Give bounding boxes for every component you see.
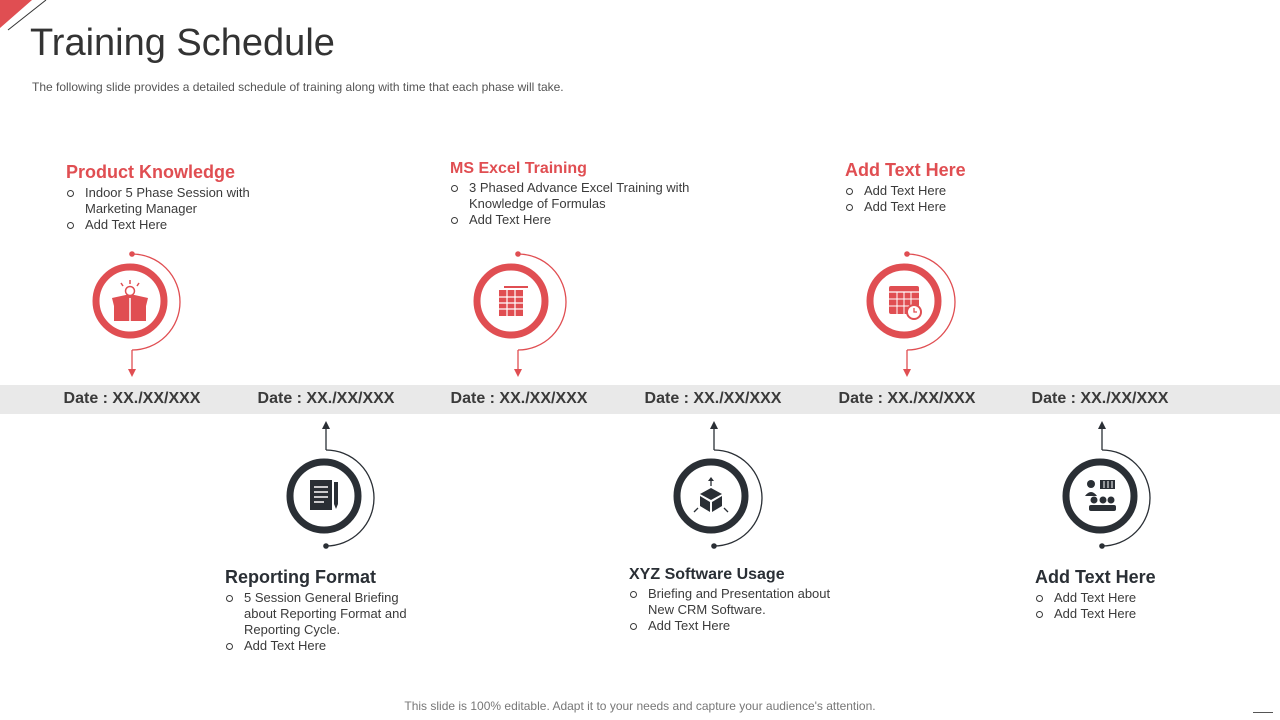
page-title: Training Schedule	[30, 22, 335, 64]
phase-title: Add Text Here	[1035, 567, 1156, 587]
phase-block	[629, 566, 849, 634]
bullet-item: Add Text Here	[845, 199, 1045, 215]
bullet-item: 3 Phased Advance Excel Training with Knowledge of Formulas	[450, 180, 690, 212]
page-subtitle: The following slide provides a detailed schedule of training along with time that each phase will take.	[32, 80, 564, 94]
phase-bullets	[629, 586, 849, 634]
timeline-node-top	[78, 246, 198, 380]
bullet-item: Add Text Here	[1035, 606, 1235, 622]
date-label: Date : XX./XX/XXX	[1031, 390, 1169, 407]
phase-bullets	[450, 180, 690, 228]
date-label: Date : XX./XX/XXX	[838, 390, 976, 407]
phase-bullets	[66, 185, 281, 233]
footer-note: This slide is 100% editable. Adapt it to your needs and capture your audience's attention.	[404, 699, 876, 713]
bullet-item: Add Text Here	[845, 183, 1045, 199]
phase-title: MS Excel Training	[450, 160, 587, 177]
bullet-item: Briefing and Presentation about New CRM Software.	[629, 586, 849, 618]
page-marker	[1253, 712, 1273, 713]
timeline-node-bottom	[660, 418, 780, 552]
date-label: Date : XX./XX/XXX	[63, 390, 201, 407]
bullet-item: 5 Session General Briefing about Reporting Format and Reporting Cycle.	[225, 590, 425, 638]
bullet-item: Add Text Here	[629, 618, 849, 634]
phase-bullets	[845, 183, 1045, 215]
date-label: Date : XX./XX/XXX	[450, 390, 588, 407]
date-label: Date : XX./XX/XXX	[257, 390, 395, 407]
bullet-item: Add Text Here	[225, 638, 425, 654]
phase-bullets	[225, 590, 425, 654]
phase-block	[450, 160, 690, 228]
timeline-node-top	[464, 246, 584, 380]
phase-bullets	[1035, 590, 1235, 622]
bullet-item: Indoor 5 Phase Session with Marketing Manager	[66, 185, 281, 217]
date-label: Date : XX./XX/XXX	[644, 390, 782, 407]
timeline-node-bottom	[1048, 418, 1168, 552]
phase-block	[66, 162, 281, 233]
timeline-node-bottom	[272, 418, 392, 552]
bullet-item: Add Text Here	[66, 217, 281, 233]
bullet-item: Add Text Here	[450, 212, 690, 228]
phase-title: XYZ Software Usage	[629, 566, 785, 583]
timeline-node-top	[853, 246, 973, 380]
bullet-item: Add Text Here	[1035, 590, 1235, 606]
phase-title: Reporting Format	[225, 567, 376, 587]
phase-title: Product Knowledge	[66, 162, 236, 182]
phase-block	[225, 567, 425, 654]
phase-block	[845, 160, 1045, 215]
phase-block	[1035, 567, 1235, 622]
phase-title: Add Text Here	[845, 160, 966, 180]
